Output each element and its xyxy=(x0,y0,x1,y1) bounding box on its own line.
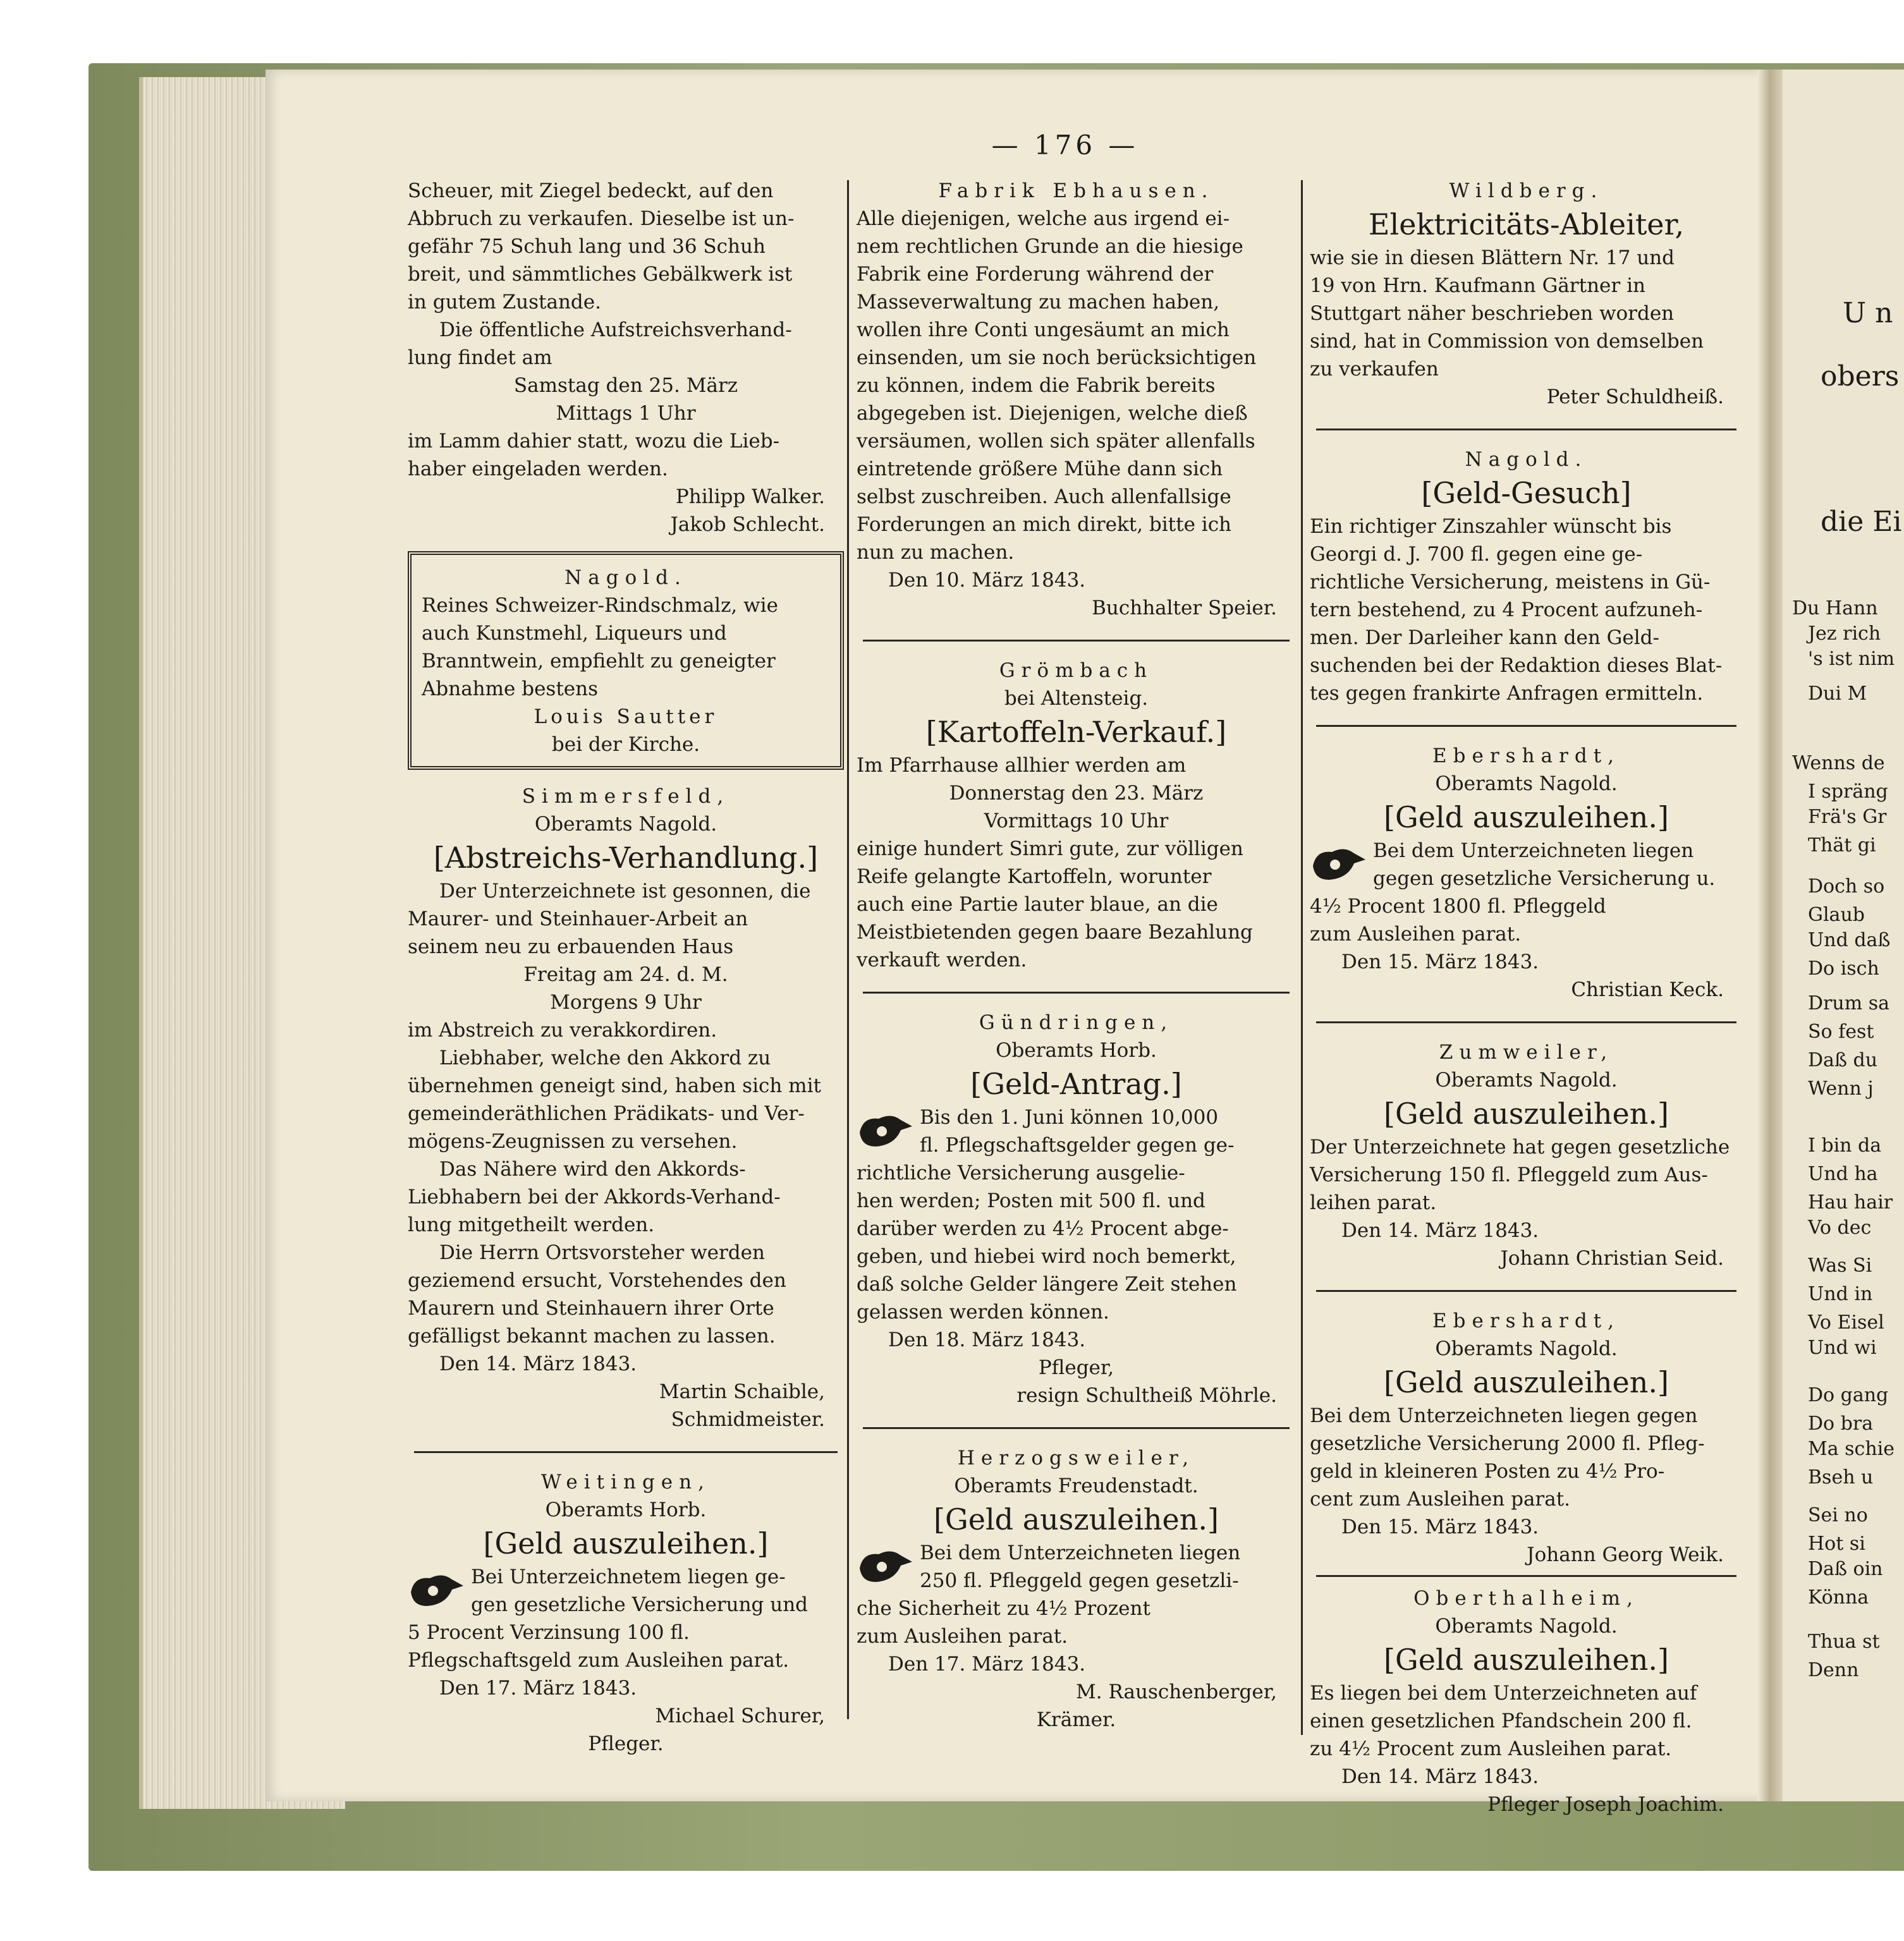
sub-heading: Oberamts Nagold. xyxy=(1435,1069,1618,1092)
signature: Krämer. xyxy=(1036,1708,1116,1731)
place-heading: Wildberg. xyxy=(1449,179,1604,202)
sub-heading: Oberamts Horb. xyxy=(996,1039,1157,1062)
text-line: breit, und sämmtliches Gebälkwerk ist xyxy=(408,263,793,286)
text-line: nem rechtlichen Grunde an die hiesige xyxy=(857,235,1243,258)
signature: Pfleger Joseph Joachim. xyxy=(1487,1793,1724,1816)
place-heading: Fabrik Ebhausen. xyxy=(938,179,1214,202)
right-page-line: Könna xyxy=(1808,1586,1869,1609)
column-1 xyxy=(408,177,844,1758)
column-rule xyxy=(847,180,849,1719)
place-heading: Nagold. xyxy=(1465,448,1588,471)
section-heading: [Geld auszuleihen.] xyxy=(483,1526,769,1561)
text-line: Alle diejenigen, welche aus irgend ei- xyxy=(857,207,1230,230)
date-line: Den 18. März 1843. xyxy=(888,1329,1086,1351)
signature: bei der Kirche. xyxy=(551,733,700,756)
text-line: daß solche Gelder längere Zeit stehen xyxy=(857,1273,1237,1296)
right-page-line: Do gang xyxy=(1808,1384,1889,1406)
text-line: eintretende größere Mühe dann sich xyxy=(857,458,1223,480)
right-page-line: die Ei xyxy=(1821,506,1902,538)
separator-rule xyxy=(1316,1290,1736,1292)
text-line: Forderungen an mich direkt, bitte ich xyxy=(857,513,1232,536)
right-page-line: Wenn j xyxy=(1808,1078,1874,1100)
column-rule xyxy=(1301,180,1303,1735)
sub-heading: bei Altensteig. xyxy=(1004,687,1149,710)
text-line: einige hundert Simri gute, zur völligen xyxy=(857,837,1243,860)
text-line: Abnahme bestens xyxy=(422,678,599,700)
text-line: Bei Unterzeichnetem liegen ge- xyxy=(471,1566,786,1588)
text-line: 5 Procent Verzinsung 100 fl. xyxy=(408,1621,690,1644)
text-line: Reife gelangte Kartoffeln, worunter xyxy=(857,865,1212,888)
date-line: Samstag den 25. März xyxy=(513,374,738,397)
signature: M. Rauschenberger, xyxy=(1076,1681,1277,1703)
article-weitingen xyxy=(408,1468,844,1758)
text-line: gefälligst bekannt machen zu lassen. xyxy=(408,1325,776,1348)
text-line: gen gesetzliche Versicherung und xyxy=(471,1593,809,1616)
date-line: Den 17. März 1843. xyxy=(888,1653,1086,1676)
text-line: Ein richtiger Zinszahler wünscht bis xyxy=(1310,515,1672,538)
sub-heading: Oberamts Nagold. xyxy=(1435,772,1618,795)
right-page-line: Dui M xyxy=(1808,683,1867,705)
article-groembach xyxy=(857,657,1296,974)
right-page-line: 's ist nim xyxy=(1808,648,1895,670)
text-line: 250 fl. Pfleggeld gegen gesetzli- xyxy=(920,1569,1239,1592)
right-page-line: Du Hann xyxy=(1792,597,1878,619)
text-line: auch Kunstmehl, Liqueurs und xyxy=(422,622,727,645)
right-page-line: I bin da xyxy=(1808,1135,1882,1157)
right-page-line: obers xyxy=(1821,360,1900,392)
date-line: Den 15. März 1843. xyxy=(1341,1516,1539,1538)
section-heading: [Geld auszuleihen.] xyxy=(1384,1097,1669,1131)
text-line: seinem neu zu erbauenden Haus xyxy=(408,935,734,958)
text-line: Maurern und Steinhauern ihrer Orte xyxy=(408,1297,774,1320)
date-line: Den 10. März 1843. xyxy=(888,569,1086,592)
text-line: Fabrik eine Forderung während der xyxy=(857,263,1214,286)
right-page-line: Und daß xyxy=(1808,929,1891,951)
place-heading: Weitingen, xyxy=(541,1471,711,1494)
text-line: selbst zuschreiben. Auch allenfallsige xyxy=(857,485,1231,508)
right-page-line: Hau hair xyxy=(1808,1191,1893,1214)
text-line: tes gegen frankirte Anfragen ermitteln. xyxy=(1310,682,1704,705)
text-line: zum Ausleihen parat. xyxy=(857,1625,1068,1648)
signature: Michael Schurer, xyxy=(655,1705,825,1727)
article-ebershardt-1 xyxy=(1310,742,1743,1004)
right-page-line: Und ha xyxy=(1808,1163,1878,1185)
signature: Buchhalter Speier. xyxy=(1092,597,1277,619)
text-line: geziemend ersucht, Vorstehendes den xyxy=(408,1269,786,1292)
separator-rule xyxy=(863,640,1290,642)
section-heading: [Abstreichs-Verhandlung.] xyxy=(433,841,819,875)
text-line: zu verkaufen xyxy=(1310,358,1439,380)
text-line: gemeinderäthlichen Prädikats- und Ver- xyxy=(408,1102,805,1125)
section-heading: Elektricitäts-Ableiter, xyxy=(1368,207,1685,241)
text-line: Versicherung 150 fl. Pfleggeld zum Aus- xyxy=(1310,1164,1708,1186)
place-heading: Ebershardt, xyxy=(1432,745,1620,767)
text-line: suchenden bei der Redaktion dieses Blat- xyxy=(1310,654,1723,677)
article-wildberg xyxy=(1310,177,1743,411)
text-line: gelassen werden können. xyxy=(857,1301,1109,1323)
right-page-line: I spräng xyxy=(1808,781,1888,803)
pointing-hand-icon xyxy=(1310,841,1367,886)
separator-rule xyxy=(1316,1021,1736,1023)
signature: Pfleger. xyxy=(588,1732,664,1755)
text-line: nun zu machen. xyxy=(857,541,1015,564)
text-line: gesetzliche Versicherung 2000 fl. Pfleg- xyxy=(1310,1432,1705,1455)
right-page-line: Glaub xyxy=(1808,904,1865,926)
separator-rule xyxy=(1316,1575,1736,1577)
text-line: 4½ Procent 1800 fl. Pfleggeld xyxy=(1310,895,1606,918)
right-page-line: Do isch xyxy=(1808,958,1879,980)
section-heading: [Geld-Gesuch] xyxy=(1421,476,1632,510)
date-line: Den 14. März 1843. xyxy=(1341,1219,1539,1242)
date-line: Donnerstag den 23. März xyxy=(949,782,1204,805)
sub-heading: Oberamts Nagold. xyxy=(1435,1337,1618,1360)
date-line: Freitag am 24. d. M. xyxy=(523,963,728,986)
signature: Pfleger, xyxy=(1038,1356,1114,1379)
text-line: Branntwein, empfiehlt zu geneigter xyxy=(422,650,776,672)
right-page-line: Daß oin xyxy=(1808,1558,1883,1580)
sub-heading: Oberamts Nagold. xyxy=(1435,1615,1618,1638)
time-line: Morgens 9 Uhr xyxy=(550,991,702,1014)
signature: Martin Schaible, xyxy=(659,1380,825,1403)
text-line: übernehmen geneigt sind, haben sich mit xyxy=(408,1074,821,1097)
article-herzogsweiler xyxy=(857,1444,1296,1734)
place-heading: Herzogsweiler, xyxy=(957,1447,1195,1469)
article-zumweiler xyxy=(1310,1038,1743,1272)
signature: Christian Keck. xyxy=(1571,978,1724,1001)
time-line: Mittags 1 Uhr xyxy=(556,402,696,425)
text-line: Abbruch zu verkaufen. Dieselbe ist un- xyxy=(408,207,795,230)
signature: Philipp Walker. xyxy=(675,485,825,508)
right-page-line: Ma schie xyxy=(1808,1438,1895,1460)
right-page-line: Vo dec xyxy=(1808,1217,1872,1239)
text-line: verkauft werden. xyxy=(857,949,1027,971)
text-line: Es liegen bei dem Unterzeichneten auf xyxy=(1310,1682,1697,1705)
right-page-line: Daß du xyxy=(1808,1049,1878,1071)
text-line: gefähr 75 Schuh lang und 36 Schuh xyxy=(408,235,766,258)
section-heading: [Geld auszuleihen.] xyxy=(1384,800,1669,834)
text-line: tern bestehend, zu 4 Procent aufzuneh- xyxy=(1310,599,1703,621)
text-line: Die öffentliche Aufstreichsverhand- xyxy=(439,319,792,341)
right-page-line: Thät gi xyxy=(1808,834,1876,856)
text-line: sind, hat in Commission von demselben xyxy=(1310,330,1704,353)
right-page-line: Bseh u xyxy=(1808,1466,1874,1488)
column-2 xyxy=(857,177,1296,1734)
text-line: mögens-Zeugnissen zu versehen. xyxy=(408,1130,738,1153)
text-line: einsenden, um sie noch berücksichtigen xyxy=(857,346,1257,369)
text-line: versäumen, wollen sich später allenfalls xyxy=(857,430,1255,453)
text-line: zu 4½ Procent zum Ausleihen parat. xyxy=(1310,1737,1672,1760)
article-oberthalheim xyxy=(1310,1585,1743,1818)
text-line: Der Unterzeichnete hat gegen gesetzliche xyxy=(1310,1136,1730,1159)
article-nagold-gesuch xyxy=(1310,446,1743,707)
text-line: richtliche Versicherung, meistens in Gü- xyxy=(1310,571,1711,593)
text-line: cent zum Ausleihen parat. xyxy=(1310,1488,1571,1511)
text-line: che Sicherheit zu 4½ Prozent xyxy=(857,1597,1150,1620)
right-page-line: Thua st xyxy=(1808,1631,1880,1653)
article-simmersfeld xyxy=(408,782,844,1433)
date-line: Den 15. März 1843. xyxy=(1341,951,1539,973)
right-page-line: Frä's Gr xyxy=(1808,806,1887,828)
separator-rule xyxy=(414,1451,838,1453)
place-heading: Oberthalheim, xyxy=(1413,1587,1639,1610)
place-heading: Gündringen, xyxy=(979,1011,1174,1034)
place-heading: Zumweiler, xyxy=(1439,1041,1614,1064)
text-line: Die Herrn Ortsvorsteher werden xyxy=(439,1241,765,1264)
text-line: Im Pfarrhause allhier werden am xyxy=(857,754,1187,777)
pointing-hand-icon xyxy=(857,1107,913,1153)
section-heading: [Geld auszuleihen.] xyxy=(1384,1365,1669,1399)
separator-rule xyxy=(1316,429,1736,430)
section-heading: [Geld auszuleihen.] xyxy=(1384,1643,1669,1677)
article-guendringen xyxy=(857,1009,1296,1409)
right-page-line: Sei no xyxy=(1808,1504,1868,1526)
signature: Johann Christian Seid. xyxy=(1500,1247,1724,1270)
text-line: im Abstreich zu verakkordiren. xyxy=(408,1019,717,1042)
text-line: lung findet am xyxy=(408,346,552,369)
text-line: Pflegschaftsgeld zum Ausleihen parat. xyxy=(408,1649,790,1672)
article-ebershardt-2 xyxy=(1310,1307,1743,1569)
place-heading: Simmersfeld, xyxy=(522,785,730,808)
text-line: zum Ausleihen parat. xyxy=(1310,923,1522,946)
right-page-line: U n xyxy=(1843,297,1893,329)
right-page-line: Wenns de xyxy=(1792,752,1885,774)
text-line: Georgi d. J. 700 fl. gegen eine ge- xyxy=(1310,543,1643,566)
section-heading: [Geld auszuleihen.] xyxy=(934,1502,1219,1536)
right-page-line: Jez rich xyxy=(1808,623,1881,645)
text-line: gegen gesetzliche Versicherung u. xyxy=(1373,867,1716,890)
text-line: zu können, indem die Fabrik bereits xyxy=(857,374,1216,397)
signature: resign Schultheiß Möhrle. xyxy=(1016,1384,1277,1407)
text-line: darüber werden zu 4½ Procent abge- xyxy=(857,1217,1229,1240)
section-heading: [Geld-Antrag.] xyxy=(970,1067,1182,1101)
text-line: Reines Schweizer-Rindschmalz, wie xyxy=(422,594,778,617)
date-line: Den 17. März 1843. xyxy=(439,1677,637,1700)
right-page-line: Was Si xyxy=(1808,1255,1872,1277)
text-line: Stuttgart näher beschrieben worden xyxy=(1310,302,1675,325)
date-line: Den 14. März 1843. xyxy=(439,1353,637,1375)
text-line: einen gesetzlichen Pfandschein 200 fl. xyxy=(1310,1710,1692,1732)
text-line: richtliche Versicherung ausgelie- xyxy=(857,1162,1185,1184)
signature: Johann Georg Weik. xyxy=(1527,1543,1724,1566)
text-line: Bis den 1. Juni können 10,000 xyxy=(920,1106,1219,1129)
section-heading: [Kartoffeln-Verkauf.] xyxy=(925,715,1227,749)
text-line: auch eine Partie lauter blaue, an die xyxy=(857,893,1218,916)
gutter xyxy=(1757,70,1783,1801)
text-line: leihen parat. xyxy=(1310,1191,1437,1214)
text-line: Liebhaber, welche den Akkord zu xyxy=(439,1047,771,1069)
pointing-hand-icon xyxy=(857,1543,913,1588)
text-line: Der Unterzeichnete ist gesonnen, die xyxy=(439,880,811,903)
text-line: Maurer- und Steinhauer-Arbeit an xyxy=(408,908,748,930)
right-page-line: Vo Eisel xyxy=(1808,1311,1884,1334)
text-line: Bei dem Unterzeichneten liegen gegen xyxy=(1310,1404,1698,1427)
article-fabrik-ebhausen xyxy=(857,177,1296,622)
text-line: wie sie in diesen Blättern Nr. 17 und xyxy=(1310,246,1675,269)
signature: Jakob Schlecht. xyxy=(670,513,825,536)
text-line: Das Nähere wird den Akkords- xyxy=(439,1158,746,1181)
right-page-line: Doch so xyxy=(1808,875,1885,897)
text-line: Liebhabern bei der Akkords-Verhand- xyxy=(408,1186,781,1208)
page-number: — 176 — xyxy=(991,130,1139,161)
text-line: men. Der Darleiher kann den Geld- xyxy=(1310,626,1660,649)
text-line: in gutem Zustande. xyxy=(408,291,601,313)
place-heading: Ebershardt, xyxy=(1432,1310,1620,1332)
column-3 xyxy=(1310,177,1743,1818)
right-page-line: Und in xyxy=(1808,1283,1873,1305)
right-page-line: Drum sa xyxy=(1808,992,1889,1014)
text-line: im Lamm dahier statt, wozu die Lieb- xyxy=(408,430,780,453)
text-line: geben, und hiebei wird noch bemerkt, xyxy=(857,1245,1236,1268)
text-line: hen werden; Posten mit 500 fl. und xyxy=(857,1190,1205,1212)
right-page-line: Und wi xyxy=(1808,1337,1877,1359)
sub-heading: Oberamts Nagold. xyxy=(534,813,717,836)
date-line: Den 14. März 1843. xyxy=(1341,1765,1539,1788)
text-line: abgegeben ist. Diejenigen, welche dieß xyxy=(857,402,1248,425)
time-line: Vormittags 10 Uhr xyxy=(984,810,1169,832)
right-page-line: So fest xyxy=(1808,1021,1874,1043)
separator-rule xyxy=(863,992,1290,994)
separator-rule xyxy=(1316,725,1736,727)
separator-rule xyxy=(863,1427,1290,1429)
text-line: Scheuer, mit Ziegel bedeckt, auf den xyxy=(408,179,774,202)
right-page-line: Hot si xyxy=(1808,1533,1865,1555)
article-scheuer xyxy=(408,177,844,538)
pointing-hand-icon xyxy=(408,1567,465,1612)
boxed-advert xyxy=(408,551,844,770)
place-heading: Nagold. xyxy=(564,566,687,589)
sub-heading: Oberamts Horb. xyxy=(545,1499,707,1521)
right-page-line: Do bra xyxy=(1808,1413,1874,1435)
right-page-line: Denn xyxy=(1808,1659,1859,1681)
text-line: lung mitgetheilt werden. xyxy=(408,1214,655,1236)
text-line: fl. Pflegschaftsgelder gegen ge- xyxy=(920,1134,1235,1157)
signature: Louis Sautter xyxy=(534,705,718,728)
text-line: Bei dem Unterzeichneten liegen xyxy=(920,1542,1241,1564)
text-line: Masseverwaltung zu machen haben, xyxy=(857,291,1220,313)
sub-heading: Oberamts Freudenstadt. xyxy=(954,1475,1199,1497)
place-heading: Grömbach xyxy=(999,659,1154,682)
text-line: geld in kleineren Posten zu 4½ Pro- xyxy=(1310,1460,1665,1483)
text-line: haber eingeladen werden. xyxy=(408,458,668,480)
text-line: wollen ihre Conti ungesäumt an mich xyxy=(857,319,1230,341)
text-line: Bei dem Unterzeichneten liegen xyxy=(1373,839,1694,862)
signature: Peter Schuldheiß. xyxy=(1546,386,1724,408)
text-line: 19 von Hrn. Kaufmann Gärtner in xyxy=(1310,274,1645,297)
signature: Schmidmeister. xyxy=(671,1408,825,1431)
text-line: Meistbietenden gegen baare Bezahlung xyxy=(857,921,1253,944)
